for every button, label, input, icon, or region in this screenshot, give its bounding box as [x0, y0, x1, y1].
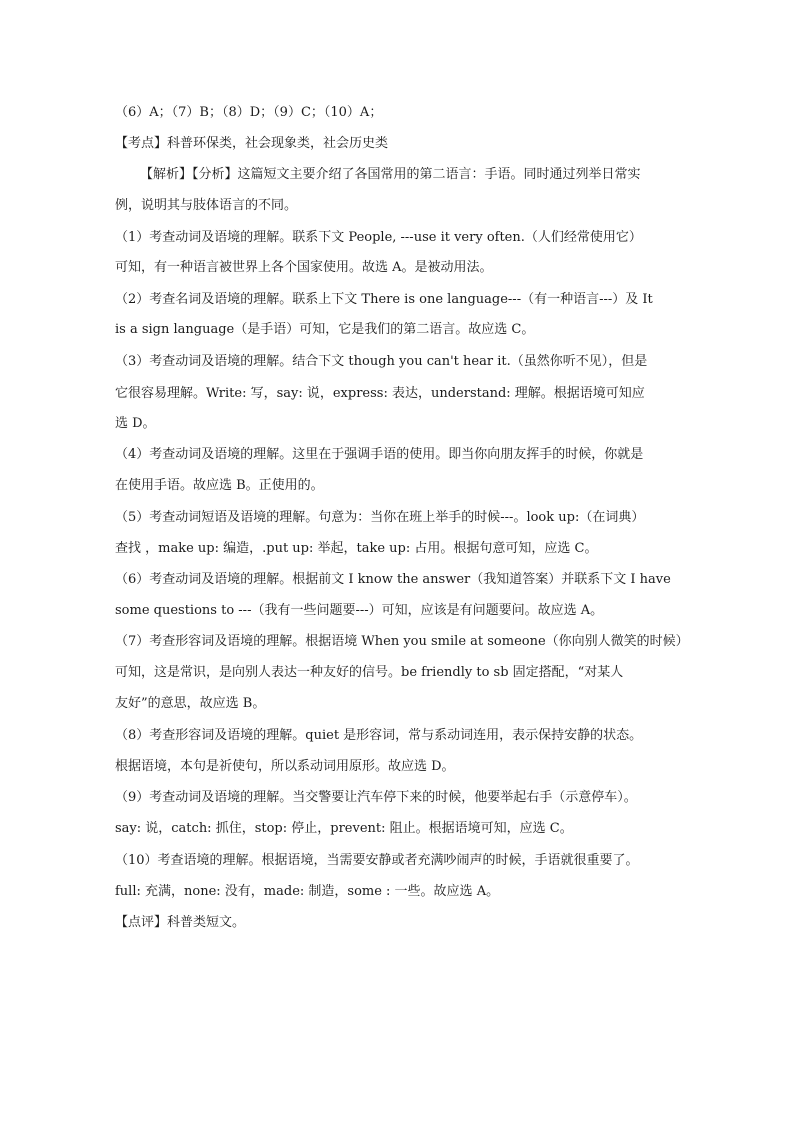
- analysis-line: 例，说明其与肢体语言的不同。: [115, 198, 298, 213]
- answer-line: （6）A；（7）B；（8）D；（9）C；（10）A；: [115, 105, 383, 120]
- item-3-line: 选 D。: [115, 416, 156, 431]
- dianping-line: 【点评】科普类短文。: [115, 915, 246, 930]
- analysis-line: 【解析】【分析】这篇短文主要介绍了各国常用的第二语言：手语。同时通过列举日常实: [140, 167, 641, 182]
- item-2-line: is a sign language（是手语）可知，它是我们的第二语言。故应选 C。: [115, 322, 535, 337]
- item-8-line: 根据语境，本句是祈使句，所以系动词用原形。故应选 D。: [115, 759, 455, 774]
- item-6-line: （6）考查动词及语境的理解。根据前文 I know the answer（我知道答案）并联系下文 I have: [115, 572, 671, 587]
- item-5-line: （5）考查动词短语及语境的理解。句意为：当你在班上举手的时候---。look up:（在词典）: [115, 510, 645, 525]
- item-9-line: say: 说，catch: 抓住，stop: 停止，prevent: 阻止。根据语境可知，应选 C。: [115, 821, 573, 836]
- item-4-line: 在使用手语。故应选 B。正使用的。: [115, 478, 324, 493]
- kaodian-line: 【考点】科普环保类，社会现象类，社会历史类: [115, 136, 389, 151]
- item-2-line: （2）考查名词及语境的理解。联系上下文 There is one language---（有一种语言---）及 It: [115, 292, 653, 307]
- item-7-line: （7）考查形容词及语境的理解。根据语境 When you smile at someone（你向别人微笑的时候）: [115, 634, 689, 649]
- item-4-line: （4）考查动词及语境的理解。这里在于强调手语的使用。即当你向朋友挥手的时候，你就是: [115, 447, 644, 462]
- item-3-line: （3）考查动词及语境的理解。结合下文 though you can't hear it.（虽然你听不见），但是: [115, 354, 648, 369]
- item-1-line: 可知，有一种语言被世界上各个国家使用。故选 A。是被动用法。: [115, 260, 493, 275]
- item-8-line: （8）考查形容词及语境的理解。quiet 是形容词，常与系动词连用，表示保持安静的状态。: [115, 728, 643, 743]
- item-10-line: （10）考查语境的理解。根据语境，当需要安静或者充满吵闹声的时候，手语就很重要了。: [115, 853, 639, 868]
- item-9-line: （9）考查动词及语境的理解。当交警要让汽车停下来的时候，他要举起右手（示意停车）。: [115, 790, 637, 805]
- item-5-line: 查找 ，make up: 编造，.put up: 举起，take up: 占用。根据句意可知，应选 C。: [115, 541, 598, 556]
- item-3-line: 它很容易理解。Write: 写，say: 说，express: 表达，understand: 理解。根据语境可知应: [115, 386, 645, 401]
- item-7-line: 可知，这是常识，是向别人表达一种友好的信号。be friendly to sb 固定搭配，“对某人: [115, 665, 624, 680]
- item-1-line: （1）考查动词及语境的理解。联系下文 People, ---use it very often.（人们经常使用它）: [115, 230, 642, 245]
- item-7-line: 友好”的意思，故应选 B。: [115, 696, 266, 711]
- item-6-line: some questions to ---（我有一些问题要---）可知，应该是有问题要问。故应选 A。: [115, 603, 604, 618]
- item-10-line: full: 充满，none: 没有，made: 制造，some : 一些。故应选 A。: [115, 884, 500, 899]
